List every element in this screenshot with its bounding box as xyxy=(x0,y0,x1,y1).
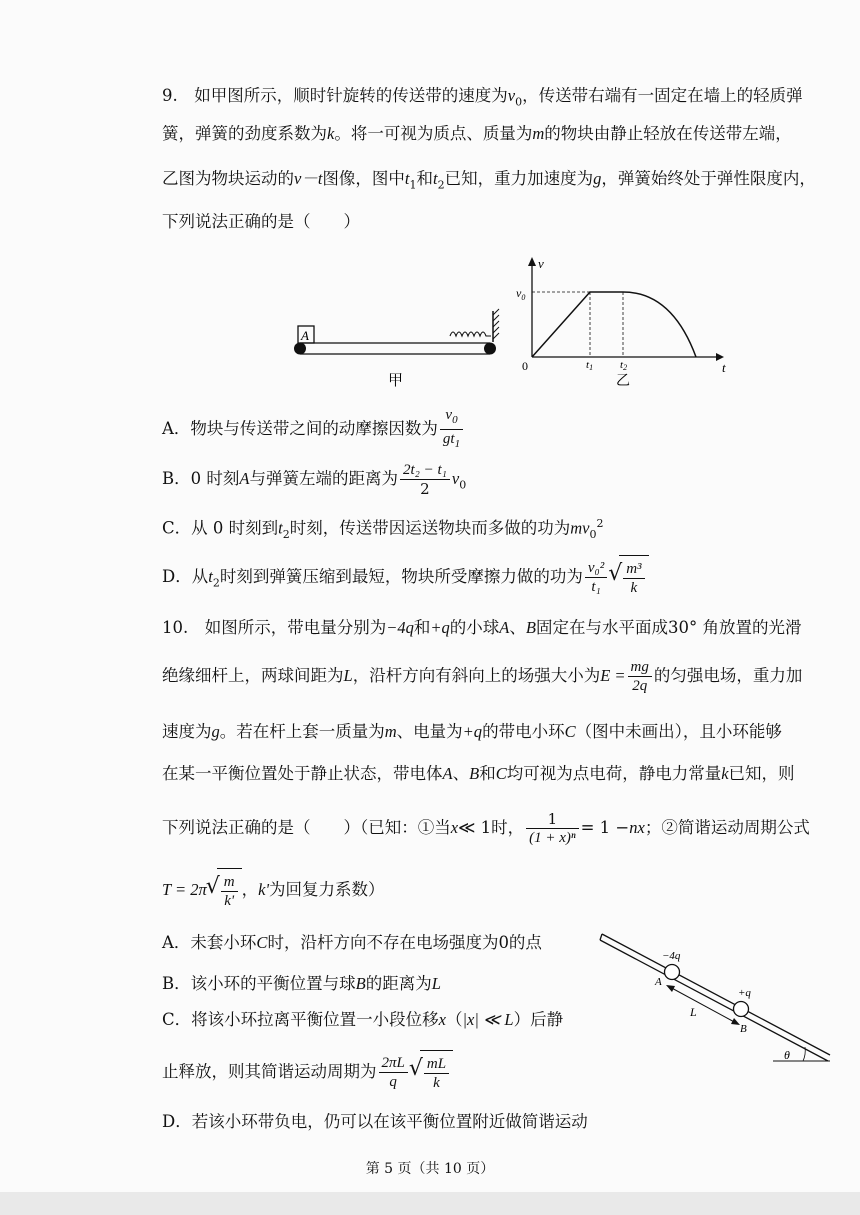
q9-option-c: C．从 0 时刻到$t_2$时刻，传送带因运送物块而多做的功为$mv_0^2$ xyxy=(162,517,604,541)
svg-text:t2: t2 xyxy=(620,359,628,372)
ball-a xyxy=(665,965,680,980)
svg-text:B: B xyxy=(740,1023,747,1035)
inclined-rod-figure xyxy=(598,928,838,1068)
svg-text:t: t xyxy=(722,360,726,375)
svg-text:乙: 乙 xyxy=(616,374,630,389)
bottom-bar xyxy=(0,1192,860,1215)
right-pulley xyxy=(484,343,496,355)
q10-line-3: 速度为g。若在杆上套一质量为m、电量为+q的带电小环C（图中未画出），且小环能够 xyxy=(162,722,782,741)
conveyor-belt-figure xyxy=(290,305,505,395)
block-a-label: A xyxy=(301,328,309,343)
svg-text:v0: $v_0$ xyxy=(516,286,526,302)
svg-text:v: v xyxy=(538,256,544,271)
svg-text:+q: +q xyxy=(738,987,751,999)
q10-line-6: T = 2π √ $\frac{m}{k'}$ ，k'为回复力系数） xyxy=(162,868,384,912)
q10-line-4: 在某一平衡位置处于静止状态，带电体A、B和C均可视为点电荷，静电力常量k已知，则 xyxy=(162,764,795,783)
q9-line-1: 9. 如甲图所示，顺时针旋转的传送带的速度为$v_0$，传送带右端有一固定在墙上的轻质弹 xyxy=(162,86,803,109)
q9-option-b: B．0 时刻A与弹簧左端的距离为 $\frac{\text{2t₂ − t₁}}{2}$ $v_0$ xyxy=(162,462,467,498)
q10-option-b: B．该小环的平衡位置与球B的距离为L xyxy=(162,974,441,993)
q9-option-d: D．从$t_2$时刻到弹簧压缩到最短，物块所受摩擦力做的功为 $\frac{\text{v₀²}}{\text{t₁}}$ √ $\frac{\text{m³}}{k}$ xyxy=(162,555,649,599)
q10-option-c-cont: 止释放，则其简谐运动周期为 $\frac{2\pi L}{q}$ √ $\frac{mL}{k}$ xyxy=(162,1050,453,1094)
vt-graph-figure xyxy=(512,252,732,392)
q9-line-4: 下列说法正确的是（ ） xyxy=(162,212,360,231)
q10-option-d: D．若该小环带负电，仍可以在该平衡位置附近做简谐运动 xyxy=(162,1112,588,1131)
q10-line-5: 下列说法正确的是（ ）（已知：①当x≪ 1时， $\frac{1}{\text{(1 + x)ⁿ}}$ = 1 −nx；②简谐运动周期公式 xyxy=(162,810,810,846)
q10-option-a: A．未套小环C时，沿杆方向不存在电场强度为0的点 xyxy=(162,933,542,952)
svg-text:−4q: −4q xyxy=(662,950,681,962)
q9-line-2: 簧，弹簧的劲度系数为k。将一可视为质点、质量为m的物块由静止轻放在传送带左端， xyxy=(162,124,792,143)
ball-b xyxy=(734,1002,749,1017)
left-pulley xyxy=(294,343,306,355)
q9-option-a: A．物块与传送带之间的动摩擦因数为 $\frac{v_0}{gt_1}$ xyxy=(162,406,465,446)
theta-label: θ xyxy=(784,1048,790,1062)
q10-option-c: C．将该小环拉离平衡位置一小段位移x（|x| ≪ L）后静 xyxy=(162,1010,564,1029)
page-footer: 第 5 页（共 10 页） xyxy=(365,1161,495,1177)
q10-line-1: 10. 如图所示，带电量分别为−4q和+q的小球A、B固定在与水平面成30° 角放置的光滑 xyxy=(162,618,802,637)
spring xyxy=(450,332,491,336)
svg-text:0: 0 xyxy=(522,359,528,373)
figure-a-caption: 甲 xyxy=(388,373,404,389)
svg-text:L: L xyxy=(690,1005,697,1019)
svg-text:A: A xyxy=(655,976,662,988)
vt-curve xyxy=(532,292,696,357)
svg-text:t1: t1 xyxy=(586,359,594,372)
q9-line-3: 乙图为物块运动的v－t图像，图中$t_1$和$t_2$已知，重力加速度为g，弹簧始终处于弹性限度内， xyxy=(162,169,816,192)
q10-line-2: 绝缘细杆上，两球间距为L，沿杆方向有斜向上的场强大小为E = $\frac{mg}{2q}$ 的匀强电场，重力加 xyxy=(162,659,803,694)
